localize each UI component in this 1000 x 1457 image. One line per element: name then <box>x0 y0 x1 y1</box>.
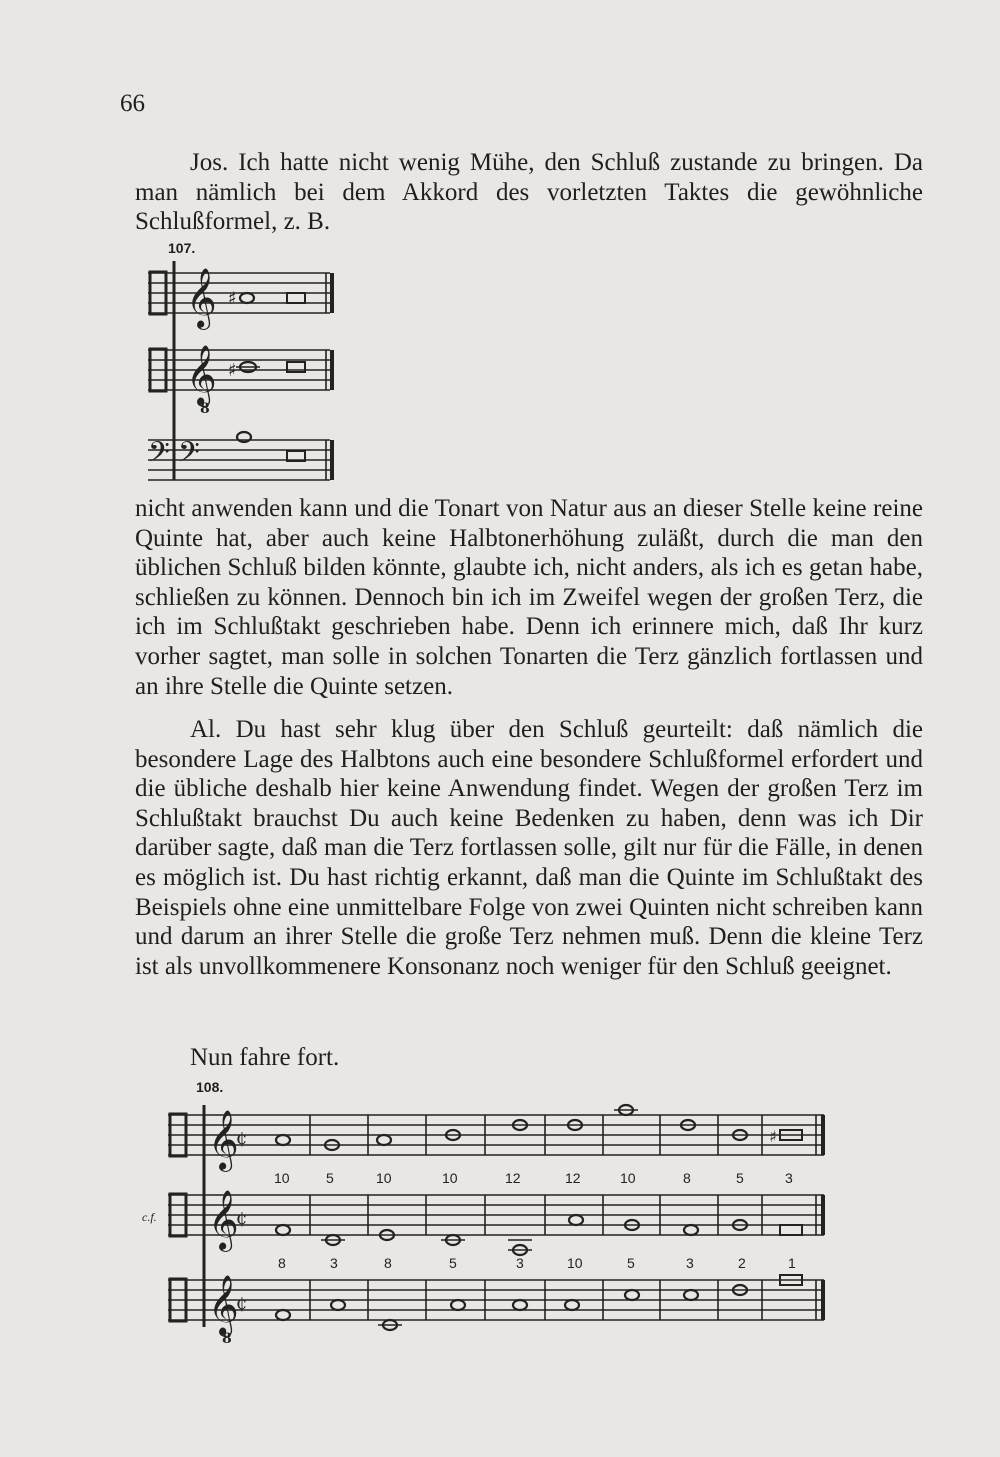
example-108-number: 108. <box>196 1079 224 1095</box>
music-example-108 <box>140 1095 840 1345</box>
lower-interval-figures <box>278 1255 796 1271</box>
staff-lower <box>168 1275 824 1347</box>
interval-figure: 3 <box>686 1255 694 1271</box>
interval-figure: 5 <box>449 1255 457 1271</box>
interval-figure: 10 <box>567 1255 583 1271</box>
breve-note <box>780 1225 802 1235</box>
treble-clef-icon: 𝄞 <box>208 1275 239 1335</box>
interval-figure: 8 <box>384 1255 392 1271</box>
paragraph-al-reply: Al. Du hast sehr klug über den Schluß geurteilt: daß nämlich die besondere Lage des Halbtons auch eine besondere Schlußformel erfordert und die übliche deshalb hier keine Anwendung findet. Wegen der großen Terz im Schlußtakt brauchst Du auch keine Bedenken zu haben, denn was ich Dir darüber sagte, daß man die Terz fortlassen solle, gilt nur für die Fälle, in denen es möglich ist. Du hast richtig erkannt, daß man die Quinte im Schlußtakt des Beispiels ohne eine unmittelbare Folge von zwei Quinten nicht schreiben kann und darum an ihrer Stelle die große Terz nehmen muß. Denn die kleine Terz ist als unvollkommenere Konsonanz noch weniger für den Schluß geeignet. <box>135 716 923 980</box>
treble-clef-icon: 𝄞 <box>186 345 217 405</box>
interval-figure: 3 <box>330 1255 338 1271</box>
cantus-firmus-label: c.f. <box>142 1210 157 1224</box>
upper-interval-figures <box>274 1170 793 1186</box>
interval-figure: 2 <box>738 1255 746 1271</box>
page-number: 66 <box>120 90 145 117</box>
treble-clef-icon: 𝄞 <box>208 1190 239 1250</box>
interval-figure: 10 <box>620 1170 636 1186</box>
interval-figure: 5 <box>627 1255 635 1271</box>
bass-clef-icon: 𝄢 <box>148 436 170 476</box>
staff-1 <box>148 268 332 330</box>
interval-figure: 3 <box>516 1255 524 1271</box>
treble-clef-icon: 𝄞 <box>186 268 217 328</box>
bass-clef-icon: 𝄢 <box>178 436 200 476</box>
staff-3 <box>148 432 332 480</box>
treble-clef-icon: 𝄞 <box>208 1110 239 1170</box>
cut-time-icon: ¢ <box>236 1128 248 1149</box>
sharp-icon: ♯ <box>228 360 237 381</box>
interval-figure: 12 <box>565 1170 581 1186</box>
interval-figure: 1 <box>788 1255 796 1271</box>
example-107-number: 107. <box>168 240 196 256</box>
cut-time-icon: ¢ <box>236 1208 248 1229</box>
paragraph-jos-continued: nicht anwenden kann und die Tonart von Natur aus an dieser Stelle keine reine Quinte hat, aber auch keine Halbtonerhöhung zuläßt, durch die man den üblichen Schluß bilden könnte, glaubte ich, nicht anders, als ich es getan habe, schließen zu können. Dennoch bin ich im Zweifel wegen der großen Terz, die ich im Schlußtakt geschrieben habe. Denn ich erinnere mich, daß Ihr kurz vorher sagtet, man solle in solchen Tonarten die Terz gänzlich fortlassen und an ihre Stelle die Quinte setzen. <box>135 495 923 700</box>
interval-figure: 5 <box>736 1170 744 1186</box>
note <box>240 293 254 303</box>
interval-figure: 12 <box>505 1170 521 1186</box>
breve-note <box>287 293 305 303</box>
sharp-icon: ♯ <box>769 1127 777 1146</box>
interval-figure: 10 <box>376 1170 392 1186</box>
cut-time-icon: ¢ <box>236 1293 248 1314</box>
interval-figure: 3 <box>785 1170 793 1186</box>
interval-figure: 8 <box>278 1255 286 1271</box>
interval-figure: 10 <box>442 1170 458 1186</box>
octave-8-icon: 8 <box>200 401 210 417</box>
sharp-icon: ♯ <box>228 288 237 309</box>
octave-8-icon: 8 <box>222 1331 232 1347</box>
staff-cantus-firmus <box>168 1190 824 1255</box>
interval-figure: 10 <box>274 1170 290 1186</box>
music-example-107 <box>140 255 350 485</box>
paragraph-continue: Nun fahre fort. <box>190 1044 340 1071</box>
interval-figure: 8 <box>683 1170 691 1186</box>
interval-figure: 5 <box>326 1170 334 1186</box>
staff-upper <box>168 1105 824 1172</box>
paragraph-jos-intro: Jos. Ich hatte nicht wenig Mühe, den Schluß zustande zu bringen. Da man nämlich bei dem Akkord des vorletzten Taktes die gewöhnliche Schlußformel, z. B. <box>135 149 923 236</box>
staff-2 <box>148 345 332 417</box>
